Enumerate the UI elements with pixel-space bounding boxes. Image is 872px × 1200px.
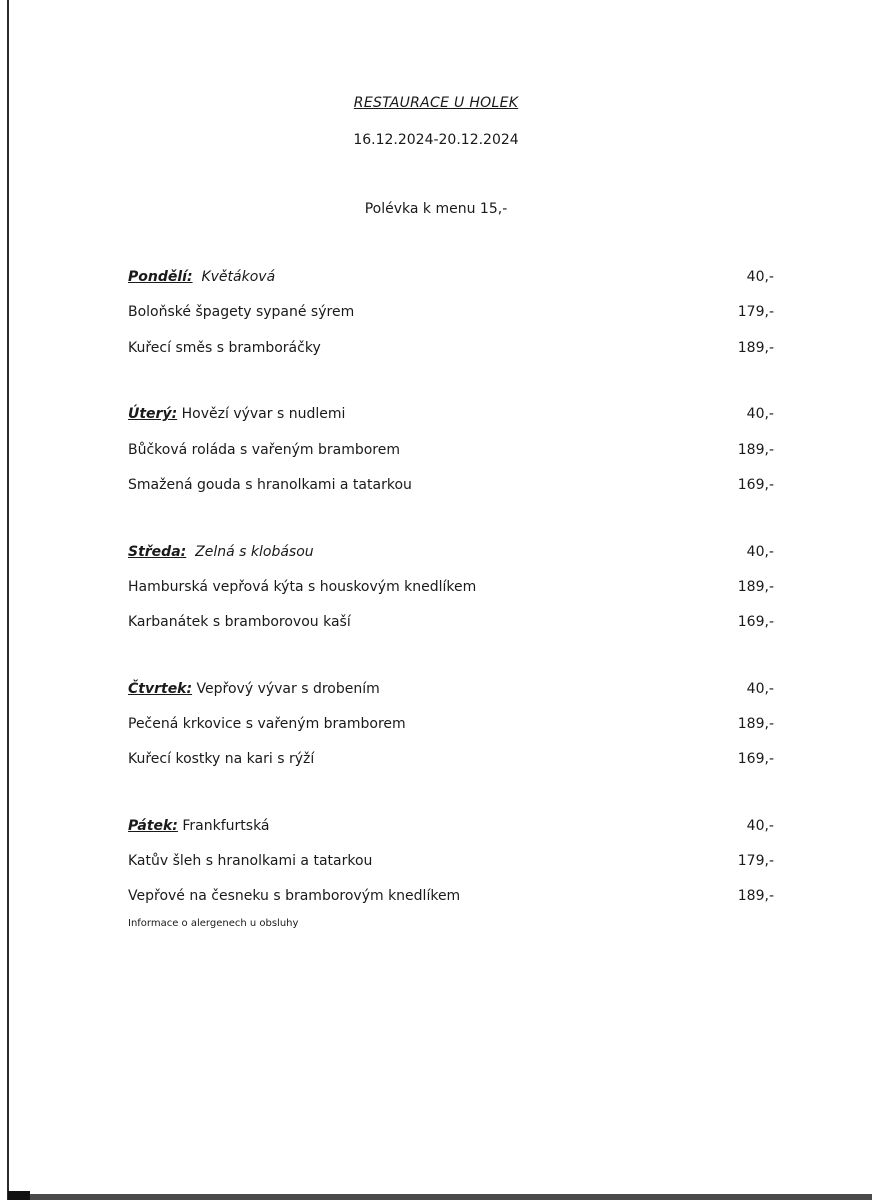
scan-edge-bottom — [8, 1194, 872, 1200]
dish-price: 189,- — [737, 579, 774, 595]
soup-price: 40,- — [746, 818, 774, 834]
dish-name: Vepřové na česneku s bramborovým knedlíkem — [128, 888, 461, 904]
dish-price: 189,- — [737, 716, 774, 732]
scan-edge-left — [7, 0, 9, 1200]
allergen-note: Informace o alergenech u obsluhy — [128, 918, 299, 929]
soup-price: 40,- — [746, 544, 774, 560]
menu-row-tuesday-soup — [128, 404, 774, 424]
dish-name: Pečená krkovice s vařeným bramborem — [128, 716, 406, 732]
dish-price: 169,- — [737, 751, 774, 767]
soup-price: 40,- — [746, 681, 774, 697]
menu-row — [128, 851, 774, 871]
menu-row — [128, 714, 774, 734]
dish-name: Bůčková roláda s vařeným bramborem — [128, 442, 400, 458]
dish-name: Boloňské špagety sypané sýrem — [128, 304, 355, 320]
dish-name: Kuřecí směs s bramboráčky — [128, 340, 321, 356]
soup-name: Hovězí vývar s nudlemi — [181, 406, 346, 422]
dish-price: 169,- — [737, 477, 774, 493]
restaurant-title: RESTAURACE U HOLEK — [353, 95, 519, 111]
dish-price: 179,- — [737, 853, 774, 869]
dish-price: 169,- — [737, 614, 774, 630]
menu-row-friday-soup — [128, 816, 774, 836]
menu-row-thursday-soup — [128, 679, 774, 699]
dish-name: Kuřecí kostky na kari s rýží — [128, 751, 315, 767]
soup-price: 40,- — [746, 406, 774, 422]
soup-name: Frankfurtská — [182, 818, 270, 834]
dish-price: 189,- — [737, 442, 774, 458]
dish-name: Smažená gouda s hranolkami a tatarkou — [128, 477, 412, 493]
dish-price: 189,- — [737, 888, 774, 904]
menu-row — [128, 749, 774, 769]
soup-name: Květáková — [201, 269, 276, 285]
menu-row — [128, 577, 774, 597]
soup-name: Zelná s klobásou — [195, 544, 314, 560]
menu-dates: 16.12.2024-20.12.2024 — [353, 132, 519, 148]
day-label-thursday: Čtvrtek: — [128, 681, 193, 697]
day-label-wednesday: Středa: — [128, 544, 187, 560]
menu-row — [128, 612, 774, 632]
menu-row — [128, 338, 774, 358]
dish-name: Hamburská vepřová kýta s houskovým knedlíkem — [128, 579, 477, 595]
dish-price: 189,- — [737, 340, 774, 356]
day-label-friday: Pátek: — [128, 818, 178, 834]
soup-price: 40,- — [746, 269, 774, 285]
soup-price-note: Polévka k menu 15,- — [364, 201, 508, 217]
day-label-monday: Pondělí: — [128, 269, 193, 285]
menu-row-monday-soup — [128, 267, 774, 287]
dish-price: 179,- — [737, 304, 774, 320]
menu-row — [128, 886, 774, 906]
day-label-tuesday: Úterý: — [128, 406, 178, 422]
menu-row — [128, 302, 774, 322]
soup-name: Vepřový vývar s drobením — [196, 681, 380, 697]
menu-row-wednesday-soup — [128, 542, 774, 562]
menu-row — [128, 440, 774, 460]
dish-name: Karbanátek s bramborovou kaší — [128, 614, 351, 630]
menu-row — [128, 475, 774, 495]
dish-name: Katův šleh s hranolkami a tatarkou — [128, 853, 373, 869]
